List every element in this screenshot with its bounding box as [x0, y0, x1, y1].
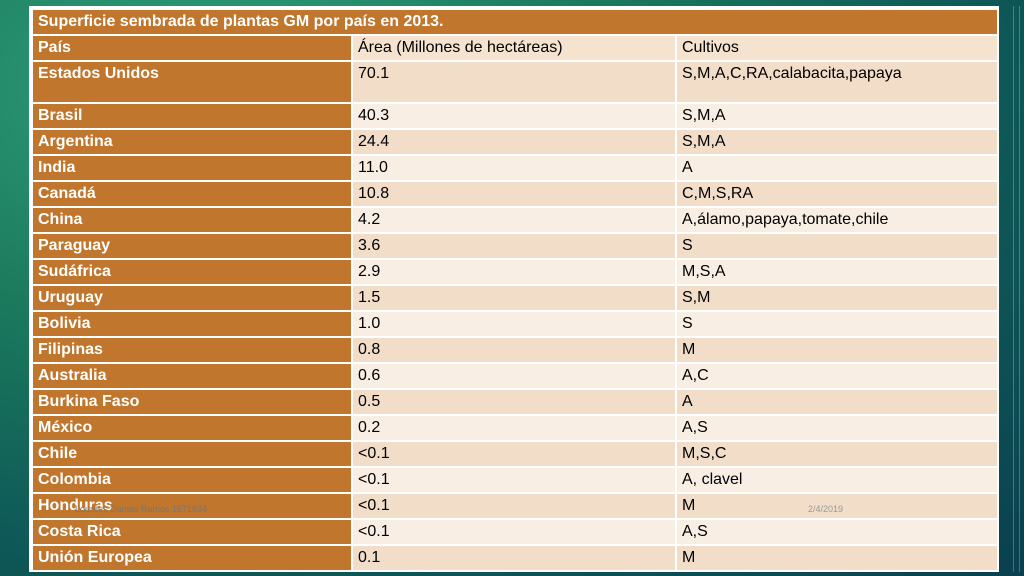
area-cell: 10.8 [352, 181, 676, 207]
crops-cell: S,M [676, 285, 998, 311]
table-row [32, 259, 998, 285]
country-cell: Paraguay [32, 233, 352, 259]
crops-cell: M [676, 337, 998, 363]
table-row [32, 103, 998, 129]
crops-cell: S [676, 311, 998, 337]
country-cell: China [32, 207, 352, 233]
country-cell: Colombia [32, 467, 352, 493]
table-row [32, 181, 998, 207]
table-title: Superficie sembrada de plantas GM por país en 2013. [32, 9, 998, 35]
table-row [32, 129, 998, 155]
crops-cell: S,M,A [676, 103, 998, 129]
country-cell: Sudáfrica [32, 259, 352, 285]
area-cell: <0.1 [352, 519, 676, 545]
crops-cell: M,S,A [676, 259, 998, 285]
table-row [32, 155, 998, 181]
table-row [32, 389, 998, 415]
table-row [32, 311, 998, 337]
crops-cell: S,M,A,C,RA,calabacita,papaya [676, 61, 998, 103]
table-row [32, 285, 998, 311]
area-cell: 11.0 [352, 155, 676, 181]
country-cell: Brasil [32, 103, 352, 129]
column-header-country: País [32, 35, 352, 61]
country-cell: Uruguay [32, 285, 352, 311]
country-cell: Filipinas [32, 337, 352, 363]
crops-cell: A,álamo,papaya,tomate,chile [676, 207, 998, 233]
column-header-area: Área (Millones de hectáreas) [352, 35, 676, 61]
area-cell: 0.5 [352, 389, 676, 415]
footer-date: 2/4/2019 [808, 504, 844, 514]
column-header-row [32, 35, 998, 61]
column-header-crops: Cultivos [676, 35, 998, 61]
crops-cell: M [676, 545, 998, 571]
country-cell: Canadá [32, 181, 352, 207]
area-cell: 2.9 [352, 259, 676, 285]
crops-cell: A,C [676, 363, 998, 389]
area-cell: 40.3 [352, 103, 676, 129]
table-row [32, 467, 998, 493]
table-row [32, 61, 998, 103]
country-cell: Australia [32, 363, 352, 389]
area-cell: <0.1 [352, 441, 676, 467]
table-row [32, 337, 998, 363]
area-cell: 1.5 [352, 285, 676, 311]
area-cell: 24.4 [352, 129, 676, 155]
area-cell: <0.1 [352, 467, 676, 493]
area-cell: 3.6 [352, 233, 676, 259]
country-cell: Honduras [32, 493, 352, 519]
crops-cell: A,S [676, 519, 998, 545]
country-cell: Costa Rica [32, 519, 352, 545]
table-row [32, 233, 998, 259]
crops-cell: A, clavel [676, 467, 998, 493]
crops-cell: A [676, 389, 998, 415]
country-cell: Bolivia [32, 311, 352, 337]
area-cell: 0.2 [352, 415, 676, 441]
country-cell: Estados Unidos [32, 61, 352, 103]
table-row [32, 519, 998, 545]
area-cell: 4.2 [352, 207, 676, 233]
country-cell: Argentina [32, 129, 352, 155]
crops-cell: S [676, 233, 998, 259]
table-row [32, 545, 998, 571]
decorative-line [1019, 6, 1020, 572]
area-cell: 70.1 [352, 61, 676, 103]
area-cell: 1.0 [352, 311, 676, 337]
decorative-line [1013, 6, 1014, 572]
crops-cell: M,S,C [676, 441, 998, 467]
country-cell: México [32, 415, 352, 441]
area-cell: <0.1 [352, 493, 676, 519]
crops-table [31, 8, 999, 572]
country-cell: Chile [32, 441, 352, 467]
crops-cell: A,S [676, 415, 998, 441]
area-cell: 0.6 [352, 363, 676, 389]
area-cell: 0.1 [352, 545, 676, 571]
country-cell: Burkina Faso [32, 389, 352, 415]
crops-cell: A [676, 155, 998, 181]
table-row [32, 207, 998, 233]
crops-cell: S,M,A [676, 129, 998, 155]
country-cell: India [32, 155, 352, 181]
table-row [32, 363, 998, 389]
table-row [32, 415, 998, 441]
footer-author: Lourdes Damas Ramos 1671834 [75, 504, 208, 514]
table-row [32, 441, 998, 467]
country-cell: Unión Europea [32, 545, 352, 571]
area-cell: 0.8 [352, 337, 676, 363]
crops-cell: C,M,S,RA [676, 181, 998, 207]
crops-cell: M [676, 493, 998, 519]
